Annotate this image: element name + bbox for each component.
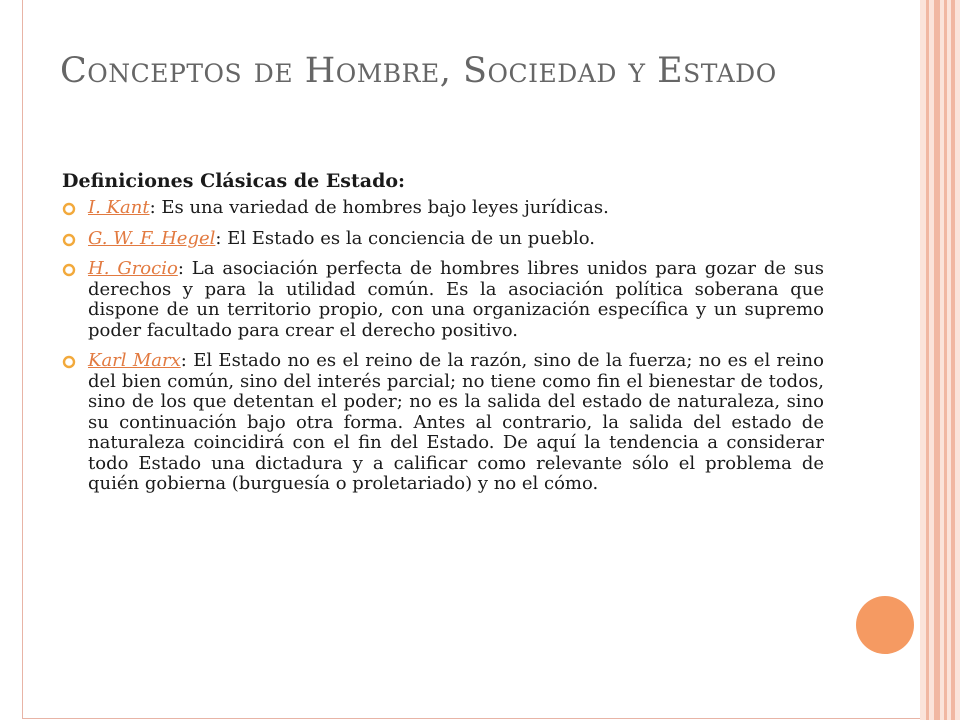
author-link-kant[interactable]: I. Kant: [88, 197, 150, 218]
stripe: [944, 0, 947, 720]
definition-list: [62, 198, 824, 495]
stripe: [951, 0, 955, 720]
list-item: [62, 259, 824, 341]
bullet-ring-icon: [62, 233, 76, 247]
definition-text: : El Estado es la conciencia de un pueblo.: [215, 227, 596, 249]
author-link-hegel[interactable]: G. W. F. Hegel: [88, 227, 216, 249]
definition-text: : Es una variedad de hombres bajo leyes jurídicas.: [149, 197, 609, 218]
slide-content: [62, 170, 824, 505]
decorative-circle-icon: [856, 596, 914, 654]
author-link-grocio[interactable]: H. Grocio: [88, 258, 178, 279]
author-link-marx[interactable]: Karl Marx: [88, 350, 181, 371]
bullet-ring-icon: [62, 263, 76, 277]
stripe: [934, 0, 940, 720]
stripe: [926, 0, 929, 720]
decorative-stripes: [920, 0, 960, 720]
list-item: [62, 229, 824, 250]
bullet-ring-icon: [62, 355, 76, 369]
list-item: [62, 351, 824, 495]
list-item: [62, 198, 824, 219]
slide-title: Conceptos de Hombre, Sociedad y Estado: [60, 51, 777, 91]
definition-text: : La asociación perfecta de hombres libres unidos para gozar de sus derechos y para la utilidad común. Es la asociación política soberana que dispone de un territorio propio, con una organización específica y un supremo poder facultado para crear el derecho positivo.: [88, 258, 824, 341]
subheading: Definiciones Clásicas de Estado:: [62, 170, 406, 192]
bullet-ring-icon: [62, 202, 76, 216]
definition-text: : El Estado no es el reino de la razón, sino de la fuerza; no es el reino del bien común, sino del interés parcial; no tiene como fin el bienestar de todos, sino de los que detentan el poder; no es la salida del estado de naturaleza, sino su continuación bajo otra forma. Antes al contrario, la salida del estado de naturaleza coincidirá con el fin del Estado. De aquí la tendencia a considerar todo Estado una dictadura y a calificar como relevante sólo el problema de quién gobierna (burguesía o proletariado) y no el cómo.: [88, 350, 824, 494]
